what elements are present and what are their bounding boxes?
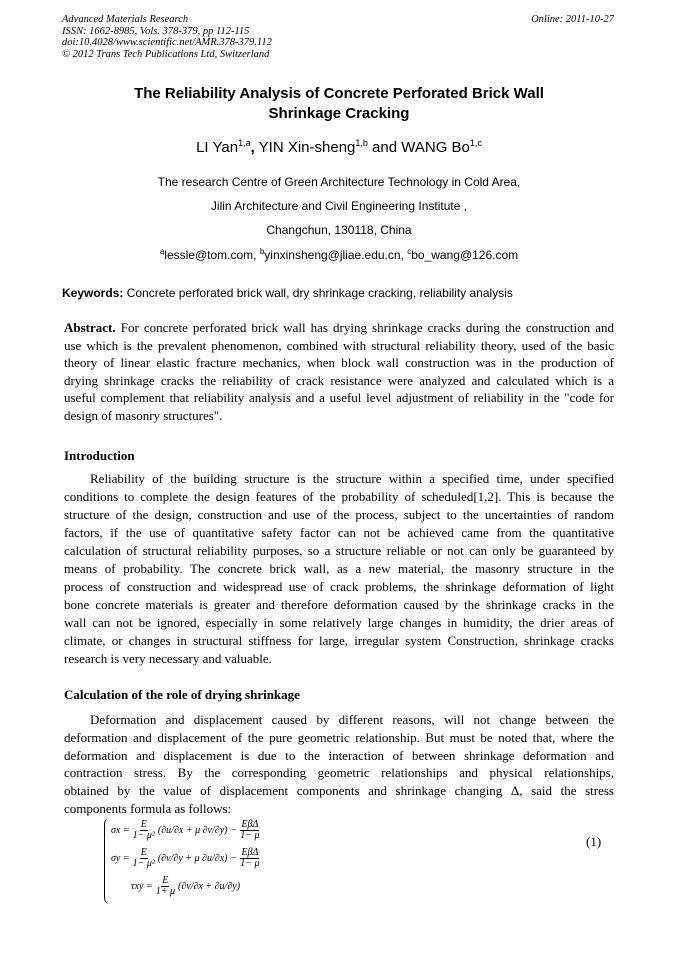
eq-den: 1− μ xyxy=(240,830,260,841)
text-line xyxy=(64,730,614,746)
author-sup: 1,a xyxy=(238,138,251,148)
email[interactable]: yinxinsheng@jliae.edu.cn, xyxy=(264,248,408,262)
line-text: research is very necessary and valuable. xyxy=(64,651,272,666)
author: YIN Xin-sheng xyxy=(258,139,356,156)
issn: ISSN: 1662-8985, Vols. 378-379, pp 112-115 xyxy=(62,25,250,37)
title-line: Shrinkage Cracking xyxy=(268,105,410,122)
eq-op: − xyxy=(230,853,238,864)
line-text: For concrete perforated brick wall has drying shrinkage cracks during the construction and xyxy=(115,320,614,335)
line-text: calculation of structural reliability purposes, so a structure reliable or not can only be guaranteed by xyxy=(64,543,614,558)
line-text: bone concrete materials is greater and therefore deformation caused by the shrinkage cracks in the xyxy=(64,597,614,612)
email[interactable]: bo_wang@126.com xyxy=(411,248,519,262)
affiliation-line: Changchun, 130118, China xyxy=(266,223,412,237)
text-line xyxy=(64,748,614,764)
text-line xyxy=(64,390,614,406)
text-line xyxy=(64,338,614,354)
line-text: conditions to complete the design features of the probability of scheduled[1,2]. This is because the xyxy=(64,489,614,504)
author: WANG Bo xyxy=(401,139,470,156)
line-text: contraction stress. By the corresponding geometric relationships and physical relationships, xyxy=(64,765,614,781)
email-sup: c xyxy=(407,247,412,256)
copyright: © 2012 Trans Tech Publications Ltd, Switzerland xyxy=(62,48,270,60)
email-sup: a xyxy=(159,247,165,256)
abstract-label: Abstract. xyxy=(64,320,116,335)
eq-den: 1+ μ xyxy=(155,886,175,897)
text-line xyxy=(90,471,614,487)
journal-header xyxy=(62,14,272,60)
line-text: design of masonry structures". xyxy=(64,408,223,423)
line-text: process of construction and widespread use of crack problems, the shrinkage deformation of light xyxy=(64,579,614,594)
paper-title xyxy=(0,84,678,124)
doi: doi:10.4028/www.scientific.net/AMR.378-379.112 xyxy=(62,37,272,48)
text-line xyxy=(64,489,614,505)
eq-term: (∂v/∂x + ∂u/∂y) xyxy=(178,881,241,892)
section-heading: Calculation of the role of drying shrinkage xyxy=(64,687,300,702)
eq-term: (∂v/∂y + μ ∂u/∂x) xyxy=(157,853,228,864)
email[interactable]: lessle@tom.com, xyxy=(164,248,260,262)
eq-lhs: σx = xyxy=(111,825,130,836)
eq-den: 1− μ² xyxy=(132,858,155,869)
affiliation-line: The research Centre of Green Architecture Technology in Cold Area, xyxy=(157,175,521,189)
line-text: obtained by the value of displacement components and shrinkage changing Δ, said the stress xyxy=(64,783,614,799)
text-line xyxy=(90,712,614,728)
eq-num: E xyxy=(140,819,147,830)
text-line xyxy=(64,543,614,559)
affiliation-line: Jilin Architecture and Civil Engineering Institute , xyxy=(210,199,468,213)
eq-den: 1− μ² xyxy=(132,830,155,841)
emails xyxy=(0,247,678,262)
line-text: useful complement that reliability analysis and a useful level adjustment of reliability in the "code for xyxy=(64,390,614,406)
keywords xyxy=(62,286,513,300)
text-line xyxy=(64,801,614,817)
online-date: Online: 2011-10-27 xyxy=(531,14,614,25)
line-text: Reliability of the building structure is the structure within a specified time, under specified xyxy=(90,471,614,486)
text-line xyxy=(64,633,614,649)
author-sup: 1,b xyxy=(355,138,368,148)
text-line xyxy=(64,597,614,613)
eq-num: EβΔ xyxy=(241,847,259,858)
text-line xyxy=(64,355,614,371)
line-text: theory of linear elastic fracture mechanics, when block wall construction was in the production of xyxy=(64,355,614,371)
eq-lhs: τxy = xyxy=(131,881,153,892)
text-line xyxy=(64,408,614,424)
equation-number: (1) xyxy=(586,834,602,849)
eq-num: E xyxy=(140,847,147,858)
text-line xyxy=(64,651,614,667)
email-sup: b xyxy=(259,247,265,256)
text-line xyxy=(64,615,614,631)
line-text: components formula as follows: xyxy=(64,801,232,816)
line-text: means of probability. The concrete brick wall, as a new material, the masonry structure in the xyxy=(64,561,614,576)
section-heading: Introduction xyxy=(64,448,135,463)
text-line xyxy=(64,373,614,389)
equation-system xyxy=(104,818,265,904)
eq-term: (∂u/∂x + μ ∂v/∂y) xyxy=(157,825,228,836)
authors: LI Yan$^{1,a}$, YIN Xin-sheng$^{1,b}$ and WANG Bo$^{1,c}$ xyxy=(196,138,482,156)
keywords-label: Keywords: xyxy=(62,286,124,300)
eq-op: − xyxy=(230,825,238,836)
line-text: structure of the design, construction and use of the process, subject to the uncertainties of random xyxy=(64,507,614,522)
line-text: factors, if the use of quantitative safety factor can not be achieved came from the quantitative xyxy=(64,525,614,540)
title-line: The Reliability Analysis of Concrete Perforated Brick Wall xyxy=(134,85,544,102)
keywords-text: Concrete perforated brick wall, dry shrinkage cracking, reliability analysis xyxy=(123,286,513,300)
text-line xyxy=(64,507,614,523)
text-line xyxy=(64,783,614,799)
line-text: use which is the prevalent phenomenon, combined with structural reliability theory, used of the basic xyxy=(64,337,614,353)
line-text: deformation and displacement is due to the interaction of between shrinkage deformation and xyxy=(64,747,614,763)
line-text: deformation and displacement of the pure geometric relationship. But must be noted that, where the xyxy=(64,729,614,745)
text-line xyxy=(64,525,614,541)
eq-num: E xyxy=(162,875,169,886)
author-sup: 1,c xyxy=(469,138,482,148)
text-line xyxy=(64,561,614,577)
line-text: wall can not be ignored, especially in some relatively large changes in humidity, the drier areas of xyxy=(64,615,614,630)
text-line xyxy=(64,765,614,781)
journal-name: Advanced Materials Research xyxy=(62,14,189,25)
line-text: Deformation and displacement caused by different reasons, will not change between the xyxy=(90,712,614,727)
line-text: climate, or changes in structural stiffness for large, irregular system Construction, shrinkage cracks xyxy=(64,633,614,648)
text-line xyxy=(64,579,614,595)
line-text: drying shrinkage cracks the reliability of crack resistance were analyzed and calculated which is a xyxy=(64,372,614,388)
text-line xyxy=(64,320,614,336)
eq-num: EβΔ xyxy=(241,819,259,830)
eq-lhs: σy = xyxy=(111,853,130,864)
author: LI Yan xyxy=(196,139,239,156)
eq-den: 1− μ xyxy=(240,858,260,869)
